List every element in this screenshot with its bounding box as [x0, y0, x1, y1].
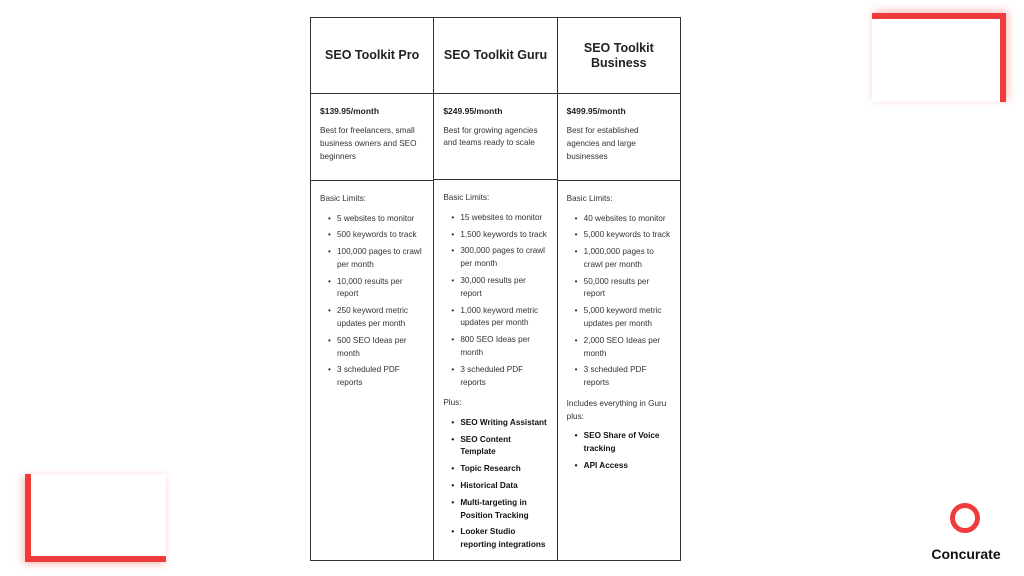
extras-list — [567, 430, 671, 472]
list-item: • 300,000 pages to crawl per month — [453, 245, 547, 271]
list-item: • Looker Studio reporting integrations — [453, 526, 547, 552]
list-item: • SEO Content Template — [453, 434, 547, 460]
plan-name: SEO Toolkit Business — [558, 18, 680, 94]
list-item: • 100,000 pages to crawl per month — [330, 246, 424, 272]
list-item: • 800 SEO Ideas per month — [453, 334, 547, 360]
list-item: • Historical Data — [453, 480, 547, 493]
plan-column-business — [558, 18, 680, 560]
list-item: • 500 keywords to track — [330, 229, 424, 242]
list-item: • 5,000 keywords to track — [577, 229, 671, 242]
list-item: • 40 websites to monitor — [577, 213, 671, 226]
extras-list — [443, 417, 547, 552]
plan-features — [558, 181, 680, 560]
list-item: • SEO Share of Voice tracking — [577, 430, 671, 456]
plan-description: Best for freelancers, small business owners and SEO beginners — [320, 126, 417, 161]
list-item: • 50,000 results per report — [577, 276, 671, 302]
limits-list — [320, 213, 424, 391]
list-item: • Topic Research — [453, 463, 547, 476]
list-item: • 30,000 results per report — [453, 275, 547, 301]
limits-list — [567, 213, 671, 391]
list-item: • 5 websites to monitor — [330, 213, 424, 226]
plan-price-cell — [558, 94, 680, 181]
limits-list — [443, 212, 547, 390]
ring-icon — [950, 503, 980, 533]
plan-features — [311, 181, 433, 560]
brand-logo: Concurate — [931, 546, 1001, 562]
list-item: • 1,000 keyword metric updates per month — [453, 305, 547, 331]
plan-price: $499.95/month — [566, 106, 626, 116]
plan-features — [434, 180, 556, 560]
plan-description: Best for growing agencies and teams ready to scale — [443, 125, 538, 148]
list-item: • 250 keyword metric updates per month — [330, 305, 424, 331]
decorative-corner-top-right — [872, 13, 1006, 102]
plan-column-pro — [311, 18, 434, 560]
plan-price: $139.95/month — [320, 106, 380, 116]
plan-price-cell — [434, 94, 556, 181]
list-item: • 1,000,000 pages to crawl per month — [577, 246, 671, 272]
limits-label: Basic Limits: — [443, 193, 490, 203]
decorative-corner-bottom-left — [25, 474, 166, 562]
list-item: • API Access — [577, 460, 671, 473]
list-item: • 3 scheduled PDF reports — [330, 364, 424, 390]
limits-label: Basic Limits: — [566, 194, 613, 203]
pricing-table — [310, 17, 681, 561]
list-item: • Multi-targeting in Position Tracking — [453, 497, 547, 523]
plan-price-cell — [311, 94, 433, 181]
list-item: • 1,500 keywords to track — [453, 229, 547, 242]
list-item: • 3 scheduled PDF reports — [453, 364, 547, 390]
list-item: • SEO Writing Assistant — [453, 417, 547, 430]
plan-description: Best for established agencies and large businesses — [566, 126, 639, 161]
list-item: • 3 scheduled PDF reports — [577, 364, 671, 390]
plan-name: SEO Toolkit Guru — [434, 18, 556, 94]
list-item: • 500 SEO Ideas per month — [330, 335, 424, 361]
extras-label: Plus: — [443, 398, 462, 408]
extras-label: Includes everything in Guru plus: — [566, 399, 667, 421]
list-item: • 15 websites to monitor — [453, 212, 547, 225]
list-item: • 10,000 results per report — [330, 276, 424, 302]
plan-name: SEO Toolkit Pro — [311, 18, 433, 94]
plan-price: $249.95/month — [443, 105, 503, 116]
list-item: • 2,000 SEO Ideas per month — [577, 335, 671, 361]
limits-label: Basic Limits: — [320, 194, 366, 203]
list-item: • 5,000 keyword metric updates per month — [577, 305, 671, 331]
plan-column-guru — [434, 18, 557, 560]
